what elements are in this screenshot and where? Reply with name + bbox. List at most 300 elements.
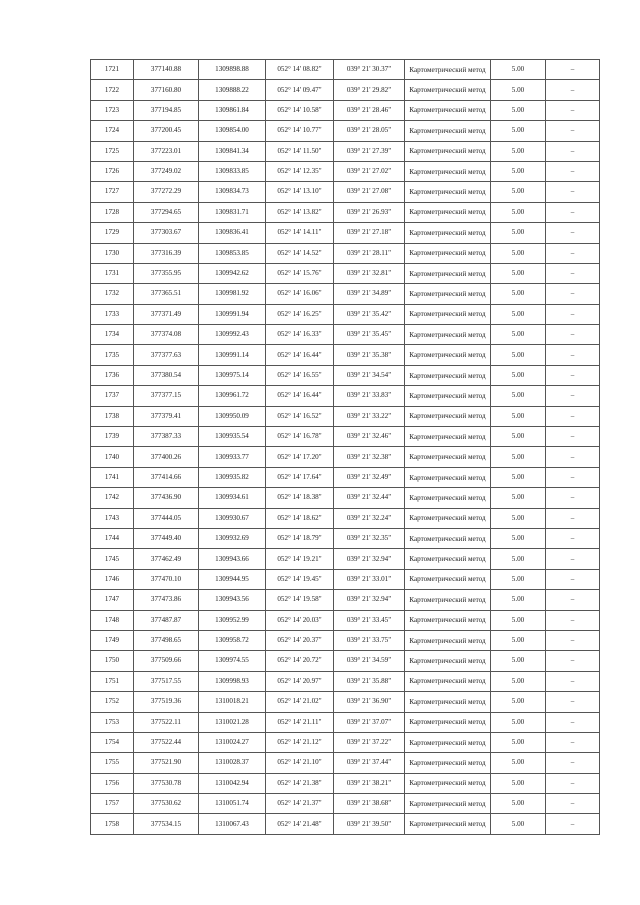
y-coordinate-cell: 1309992.43 — [199, 325, 266, 345]
note-cell: – — [546, 447, 600, 467]
note-cell: – — [546, 386, 600, 406]
method-cell: Картометрический метод — [405, 773, 491, 793]
x-coordinate-cell: 377400.26 — [134, 447, 199, 467]
y-coordinate-cell: 1309981.92 — [199, 284, 266, 304]
accuracy-cell: 5.00 — [491, 610, 546, 630]
note-cell: – — [546, 365, 600, 385]
y-coordinate-cell: 1309933.77 — [199, 447, 266, 467]
accuracy-cell: 5.00 — [491, 121, 546, 141]
accuracy-cell: 5.00 — [491, 100, 546, 120]
y-coordinate-cell: 1310021.28 — [199, 712, 266, 732]
point-number-cell: 1724 — [91, 121, 134, 141]
table-row — [91, 753, 600, 773]
y-coordinate-cell: 1309841.34 — [199, 141, 266, 161]
table-row — [91, 345, 600, 365]
method-cell: Картометрический метод — [405, 202, 491, 222]
method-cell: Картометрический метод — [405, 243, 491, 263]
point-number-cell: 1758 — [91, 814, 134, 834]
longitude-cell: 039° 21' 37.44" — [334, 753, 405, 773]
latitude-cell: 052° 14' 14.52" — [266, 243, 334, 263]
table-row — [91, 100, 600, 120]
table-row — [91, 569, 600, 589]
method-cell: Картометрический метод — [405, 753, 491, 773]
table-row — [91, 406, 600, 426]
y-coordinate-cell: 1309958.72 — [199, 630, 266, 650]
latitude-cell: 052° 14' 16.25" — [266, 304, 334, 324]
table-row — [91, 427, 600, 447]
note-cell: – — [546, 528, 600, 548]
table-row — [91, 365, 600, 385]
x-coordinate-cell: 377379.41 — [134, 406, 199, 426]
point-number-cell: 1746 — [91, 569, 134, 589]
table-row — [91, 447, 600, 467]
method-cell: Картометрический метод — [405, 304, 491, 324]
accuracy-cell: 5.00 — [491, 284, 546, 304]
point-number-cell: 1732 — [91, 284, 134, 304]
point-number-cell: 1756 — [91, 773, 134, 793]
longitude-cell: 039° 21' 32.94" — [334, 549, 405, 569]
latitude-cell: 052° 14' 21.12" — [266, 732, 334, 752]
y-coordinate-cell: 1309991.14 — [199, 345, 266, 365]
y-coordinate-cell: 1309854.00 — [199, 121, 266, 141]
point-number-cell: 1753 — [91, 712, 134, 732]
longitude-cell: 039° 21' 35.38" — [334, 345, 405, 365]
note-cell: – — [546, 406, 600, 426]
x-coordinate-cell: 377140.88 — [134, 60, 199, 80]
latitude-cell: 052° 14' 21.37" — [266, 794, 334, 814]
longitude-cell: 039° 21' 30.37" — [334, 60, 405, 80]
longitude-cell: 039° 21' 27.39" — [334, 141, 405, 161]
x-coordinate-cell: 377249.02 — [134, 161, 199, 181]
latitude-cell: 052° 14' 16.44" — [266, 345, 334, 365]
table-row — [91, 692, 600, 712]
note-cell: – — [546, 630, 600, 650]
method-cell: Картометрический метод — [405, 406, 491, 426]
accuracy-cell: 5.00 — [491, 304, 546, 324]
method-cell: Картометрический метод — [405, 141, 491, 161]
note-cell: – — [546, 712, 600, 732]
x-coordinate-cell: 377473.86 — [134, 590, 199, 610]
table-row — [91, 732, 600, 752]
point-number-cell: 1733 — [91, 304, 134, 324]
note-cell: – — [546, 610, 600, 630]
method-cell: Картометрический метод — [405, 386, 491, 406]
point-number-cell: 1742 — [91, 488, 134, 508]
longitude-cell: 039° 21' 27.08" — [334, 182, 405, 202]
point-number-cell: 1755 — [91, 753, 134, 773]
longitude-cell: 039° 21' 28.05" — [334, 121, 405, 141]
latitude-cell: 052° 14' 16.06" — [266, 284, 334, 304]
y-coordinate-cell: 1309998.93 — [199, 671, 266, 691]
x-coordinate-cell: 377223.01 — [134, 141, 199, 161]
x-coordinate-cell: 377462.49 — [134, 549, 199, 569]
accuracy-cell: 5.00 — [491, 467, 546, 487]
point-number-cell: 1748 — [91, 610, 134, 630]
y-coordinate-cell: 1309935.82 — [199, 467, 266, 487]
method-cell: Картометрический метод — [405, 263, 491, 283]
note-cell: – — [546, 753, 600, 773]
table-row — [91, 161, 600, 181]
accuracy-cell: 5.00 — [491, 712, 546, 732]
method-cell: Картометрический метод — [405, 100, 491, 120]
latitude-cell: 052° 14' 19.58" — [266, 590, 334, 610]
latitude-cell: 052° 14' 20.97" — [266, 671, 334, 691]
method-cell: Картометрический метод — [405, 569, 491, 589]
latitude-cell: 052° 14' 15.76" — [266, 263, 334, 283]
latitude-cell: 052° 14' 21.38" — [266, 773, 334, 793]
accuracy-cell: 5.00 — [491, 630, 546, 650]
table-row — [91, 630, 600, 650]
y-coordinate-cell: 1309831.71 — [199, 202, 266, 222]
point-number-cell: 1734 — [91, 325, 134, 345]
point-number-cell: 1726 — [91, 161, 134, 181]
y-coordinate-cell: 1309934.61 — [199, 488, 266, 508]
point-number-cell: 1728 — [91, 202, 134, 222]
longitude-cell: 039° 21' 32.44" — [334, 488, 405, 508]
accuracy-cell: 5.00 — [491, 753, 546, 773]
note-cell: – — [546, 100, 600, 120]
x-coordinate-cell: 377522.44 — [134, 732, 199, 752]
note-cell: – — [546, 692, 600, 712]
table-row — [91, 202, 600, 222]
note-cell: – — [546, 202, 600, 222]
table-row — [91, 223, 600, 243]
latitude-cell: 052° 14' 14.11" — [266, 223, 334, 243]
table-row — [91, 528, 600, 548]
longitude-cell: 039° 21' 37.07" — [334, 712, 405, 732]
method-cell: Картометрический метод — [405, 121, 491, 141]
note-cell: – — [546, 773, 600, 793]
accuracy-cell: 5.00 — [491, 202, 546, 222]
point-number-cell: 1737 — [91, 386, 134, 406]
table-row — [91, 284, 600, 304]
x-coordinate-cell: 377519.36 — [134, 692, 199, 712]
point-number-cell: 1754 — [91, 732, 134, 752]
note-cell: – — [546, 427, 600, 447]
table-row — [91, 814, 600, 834]
y-coordinate-cell: 1310028.37 — [199, 753, 266, 773]
point-number-cell: 1740 — [91, 447, 134, 467]
longitude-cell: 039° 21' 27.18" — [334, 223, 405, 243]
y-coordinate-cell: 1309930.67 — [199, 508, 266, 528]
method-cell: Картометрический метод — [405, 161, 491, 181]
latitude-cell: 052° 14' 19.21" — [266, 549, 334, 569]
table-row — [91, 794, 600, 814]
y-coordinate-cell: 1309943.66 — [199, 549, 266, 569]
latitude-cell: 052° 14' 16.52" — [266, 406, 334, 426]
x-coordinate-cell: 377470.10 — [134, 569, 199, 589]
point-number-cell: 1752 — [91, 692, 134, 712]
note-cell: – — [546, 243, 600, 263]
y-coordinate-cell: 1309853.85 — [199, 243, 266, 263]
method-cell: Картометрический метод — [405, 447, 491, 467]
latitude-cell: 052° 14' 17.64" — [266, 467, 334, 487]
accuracy-cell: 5.00 — [491, 365, 546, 385]
method-cell: Картометрический метод — [405, 365, 491, 385]
method-cell: Картометрический метод — [405, 590, 491, 610]
longitude-cell: 039° 21' 38.21" — [334, 773, 405, 793]
point-number-cell: 1730 — [91, 243, 134, 263]
x-coordinate-cell: 377365.51 — [134, 284, 199, 304]
note-cell: – — [546, 590, 600, 610]
point-number-cell: 1751 — [91, 671, 134, 691]
note-cell: – — [546, 223, 600, 243]
longitude-cell: 039° 21' 28.46" — [334, 100, 405, 120]
x-coordinate-cell: 377371.49 — [134, 304, 199, 324]
method-cell: Картометрический метод — [405, 325, 491, 345]
latitude-cell: 052° 14' 18.38" — [266, 488, 334, 508]
note-cell: – — [546, 794, 600, 814]
note-cell: – — [546, 488, 600, 508]
longitude-cell: 039° 21' 32.46" — [334, 427, 405, 447]
longitude-cell: 039° 21' 33.01" — [334, 569, 405, 589]
longitude-cell: 039° 21' 35.42" — [334, 304, 405, 324]
point-number-cell: 1722 — [91, 80, 134, 100]
longitude-cell: 039° 21' 36.90" — [334, 692, 405, 712]
x-coordinate-cell: 377374.08 — [134, 325, 199, 345]
point-number-cell: 1731 — [91, 263, 134, 283]
table-row — [91, 243, 600, 263]
x-coordinate-cell: 377444.05 — [134, 508, 199, 528]
point-number-cell: 1736 — [91, 365, 134, 385]
y-coordinate-cell: 1309861.84 — [199, 100, 266, 120]
note-cell: – — [546, 549, 600, 569]
x-coordinate-cell: 377449.40 — [134, 528, 199, 548]
longitude-cell: 039° 21' 32.94" — [334, 590, 405, 610]
y-coordinate-cell: 1309932.69 — [199, 528, 266, 548]
table-row — [91, 610, 600, 630]
accuracy-cell: 5.00 — [491, 263, 546, 283]
method-cell: Картометрический метод — [405, 651, 491, 671]
method-cell: Картометрический метод — [405, 508, 491, 528]
longitude-cell: 039° 21' 32.38" — [334, 447, 405, 467]
x-coordinate-cell: 377534.15 — [134, 814, 199, 834]
latitude-cell: 052° 14' 16.33" — [266, 325, 334, 345]
latitude-cell: 052° 14' 16.55" — [266, 365, 334, 385]
latitude-cell: 052° 14' 10.58" — [266, 100, 334, 120]
longitude-cell: 039° 21' 33.83" — [334, 386, 405, 406]
x-coordinate-cell: 377303.67 — [134, 223, 199, 243]
table-row — [91, 304, 600, 324]
latitude-cell: 052° 14' 16.78" — [266, 427, 334, 447]
method-cell: Картометрический метод — [405, 712, 491, 732]
latitude-cell: 052° 14' 21.48" — [266, 814, 334, 834]
table-row — [91, 467, 600, 487]
note-cell: – — [546, 467, 600, 487]
note-cell: – — [546, 508, 600, 528]
note-cell: – — [546, 284, 600, 304]
latitude-cell: 052° 14' 12.35" — [266, 161, 334, 181]
note-cell: – — [546, 732, 600, 752]
method-cell: Картометрический метод — [405, 467, 491, 487]
point-number-cell: 1743 — [91, 508, 134, 528]
accuracy-cell: 5.00 — [491, 141, 546, 161]
point-number-cell: 1738 — [91, 406, 134, 426]
x-coordinate-cell: 377487.87 — [134, 610, 199, 630]
accuracy-cell: 5.00 — [491, 569, 546, 589]
longitude-cell: 039° 21' 35.45" — [334, 325, 405, 345]
table-row — [91, 263, 600, 283]
y-coordinate-cell: 1309952.99 — [199, 610, 266, 630]
method-cell: Картометрический метод — [405, 427, 491, 447]
x-coordinate-cell: 377194.85 — [134, 100, 199, 120]
method-cell: Картометрический метод — [405, 671, 491, 691]
accuracy-cell: 5.00 — [491, 182, 546, 202]
method-cell: Картометрический метод — [405, 610, 491, 630]
point-number-cell: 1729 — [91, 223, 134, 243]
point-number-cell: 1750 — [91, 651, 134, 671]
note-cell: – — [546, 121, 600, 141]
x-coordinate-cell: 377377.15 — [134, 386, 199, 406]
y-coordinate-cell: 1309950.09 — [199, 406, 266, 426]
note-cell: – — [546, 304, 600, 324]
note-cell: – — [546, 569, 600, 589]
longitude-cell: 039° 21' 32.81" — [334, 263, 405, 283]
point-number-cell: 1744 — [91, 528, 134, 548]
table-row — [91, 773, 600, 793]
longitude-cell: 039° 21' 32.24" — [334, 508, 405, 528]
x-coordinate-cell: 377498.65 — [134, 630, 199, 650]
y-coordinate-cell: 1309898.88 — [199, 60, 266, 80]
latitude-cell: 052° 14' 13.10" — [266, 182, 334, 202]
x-coordinate-cell: 377522.11 — [134, 712, 199, 732]
latitude-cell: 052° 14' 17.20" — [266, 447, 334, 467]
latitude-cell: 052° 14' 08.82" — [266, 60, 334, 80]
method-cell: Картометрический метод — [405, 732, 491, 752]
method-cell: Картометрический метод — [405, 692, 491, 712]
latitude-cell: 052° 14' 13.82" — [266, 202, 334, 222]
x-coordinate-cell: 377377.63 — [134, 345, 199, 365]
accuracy-cell: 5.00 — [491, 590, 546, 610]
y-coordinate-cell: 1310067.43 — [199, 814, 266, 834]
note-cell: – — [546, 141, 600, 161]
y-coordinate-cell: 1310024.27 — [199, 732, 266, 752]
note-cell: – — [546, 345, 600, 365]
method-cell: Картометрический метод — [405, 528, 491, 548]
y-coordinate-cell: 1309975.14 — [199, 365, 266, 385]
x-coordinate-cell: 377530.78 — [134, 773, 199, 793]
method-cell: Картометрический метод — [405, 794, 491, 814]
y-coordinate-cell: 1309836.41 — [199, 223, 266, 243]
accuracy-cell: 5.00 — [491, 488, 546, 508]
x-coordinate-cell: 377294.65 — [134, 202, 199, 222]
accuracy-cell: 5.00 — [491, 386, 546, 406]
method-cell: Картометрический метод — [405, 814, 491, 834]
latitude-cell: 052° 14' 19.45" — [266, 569, 334, 589]
table-row — [91, 508, 600, 528]
method-cell: Картометрический метод — [405, 549, 491, 569]
table-row — [91, 325, 600, 345]
point-number-cell: 1739 — [91, 427, 134, 447]
table-row — [91, 80, 600, 100]
table-row — [91, 60, 600, 80]
longitude-cell: 039° 21' 37.22" — [334, 732, 405, 752]
y-coordinate-cell: 1309935.54 — [199, 427, 266, 447]
note-cell: – — [546, 671, 600, 691]
latitude-cell: 052° 14' 18.79" — [266, 528, 334, 548]
longitude-cell: 039° 21' 35.88" — [334, 671, 405, 691]
y-coordinate-cell: 1309944.95 — [199, 569, 266, 589]
longitude-cell: 039° 21' 32.49" — [334, 467, 405, 487]
method-cell: Картометрический метод — [405, 223, 491, 243]
table-row — [91, 712, 600, 732]
accuracy-cell: 5.00 — [491, 60, 546, 80]
table-row — [91, 182, 600, 202]
table-row — [91, 488, 600, 508]
accuracy-cell: 5.00 — [491, 773, 546, 793]
x-coordinate-cell: 377380.54 — [134, 365, 199, 385]
method-cell: Картометрический метод — [405, 284, 491, 304]
point-number-cell: 1757 — [91, 794, 134, 814]
longitude-cell: 039° 21' 26.93" — [334, 202, 405, 222]
y-coordinate-cell: 1309943.56 — [199, 590, 266, 610]
longitude-cell: 039° 21' 38.68" — [334, 794, 405, 814]
accuracy-cell: 5.00 — [491, 406, 546, 426]
y-coordinate-cell: 1309961.72 — [199, 386, 266, 406]
y-coordinate-cell: 1309974.55 — [199, 651, 266, 671]
accuracy-cell: 5.00 — [491, 325, 546, 345]
y-coordinate-cell: 1310051.74 — [199, 794, 266, 814]
method-cell: Картометрический метод — [405, 488, 491, 508]
x-coordinate-cell: 377160.80 — [134, 80, 199, 100]
latitude-cell: 052° 14' 21.10" — [266, 753, 334, 773]
latitude-cell: 052° 14' 09.47" — [266, 80, 334, 100]
latitude-cell: 052° 14' 20.03" — [266, 610, 334, 630]
x-coordinate-cell: 377414.66 — [134, 467, 199, 487]
longitude-cell: 039° 21' 34.89" — [334, 284, 405, 304]
x-coordinate-cell: 377387.33 — [134, 427, 199, 447]
y-coordinate-cell: 1309942.62 — [199, 263, 266, 283]
note-cell: – — [546, 651, 600, 671]
method-cell: Картометрический метод — [405, 630, 491, 650]
x-coordinate-cell: 377509.66 — [134, 651, 199, 671]
x-coordinate-cell: 377517.55 — [134, 671, 199, 691]
note-cell: – — [546, 80, 600, 100]
note-cell: – — [546, 182, 600, 202]
accuracy-cell: 5.00 — [491, 732, 546, 752]
longitude-cell: 039° 21' 27.02" — [334, 161, 405, 181]
y-coordinate-cell: 1309833.85 — [199, 161, 266, 181]
coordinates-table-container — [90, 59, 600, 835]
longitude-cell: 039° 21' 29.82" — [334, 80, 405, 100]
method-cell: Картометрический метод — [405, 80, 491, 100]
accuracy-cell: 5.00 — [491, 223, 546, 243]
point-number-cell: 1735 — [91, 345, 134, 365]
longitude-cell: 039° 21' 32.35" — [334, 528, 405, 548]
latitude-cell: 052° 14' 20.72" — [266, 651, 334, 671]
longitude-cell: 039° 21' 39.50" — [334, 814, 405, 834]
note-cell: – — [546, 161, 600, 181]
latitude-cell: 052° 14' 11.50" — [266, 141, 334, 161]
x-coordinate-cell: 377521.90 — [134, 753, 199, 773]
accuracy-cell: 5.00 — [491, 651, 546, 671]
x-coordinate-cell: 377530.62 — [134, 794, 199, 814]
latitude-cell: 052° 14' 18.62" — [266, 508, 334, 528]
accuracy-cell: 5.00 — [491, 447, 546, 467]
accuracy-cell: 5.00 — [491, 508, 546, 528]
note-cell: – — [546, 263, 600, 283]
point-number-cell: 1747 — [91, 590, 134, 610]
accuracy-cell: 5.00 — [491, 345, 546, 365]
method-cell: Картометрический метод — [405, 60, 491, 80]
coordinates-table — [90, 59, 600, 835]
accuracy-cell: 5.00 — [491, 549, 546, 569]
note-cell: – — [546, 325, 600, 345]
longitude-cell: 039° 21' 34.59" — [334, 651, 405, 671]
y-coordinate-cell: 1309834.73 — [199, 182, 266, 202]
accuracy-cell: 5.00 — [491, 243, 546, 263]
y-coordinate-cell: 1309991.94 — [199, 304, 266, 324]
